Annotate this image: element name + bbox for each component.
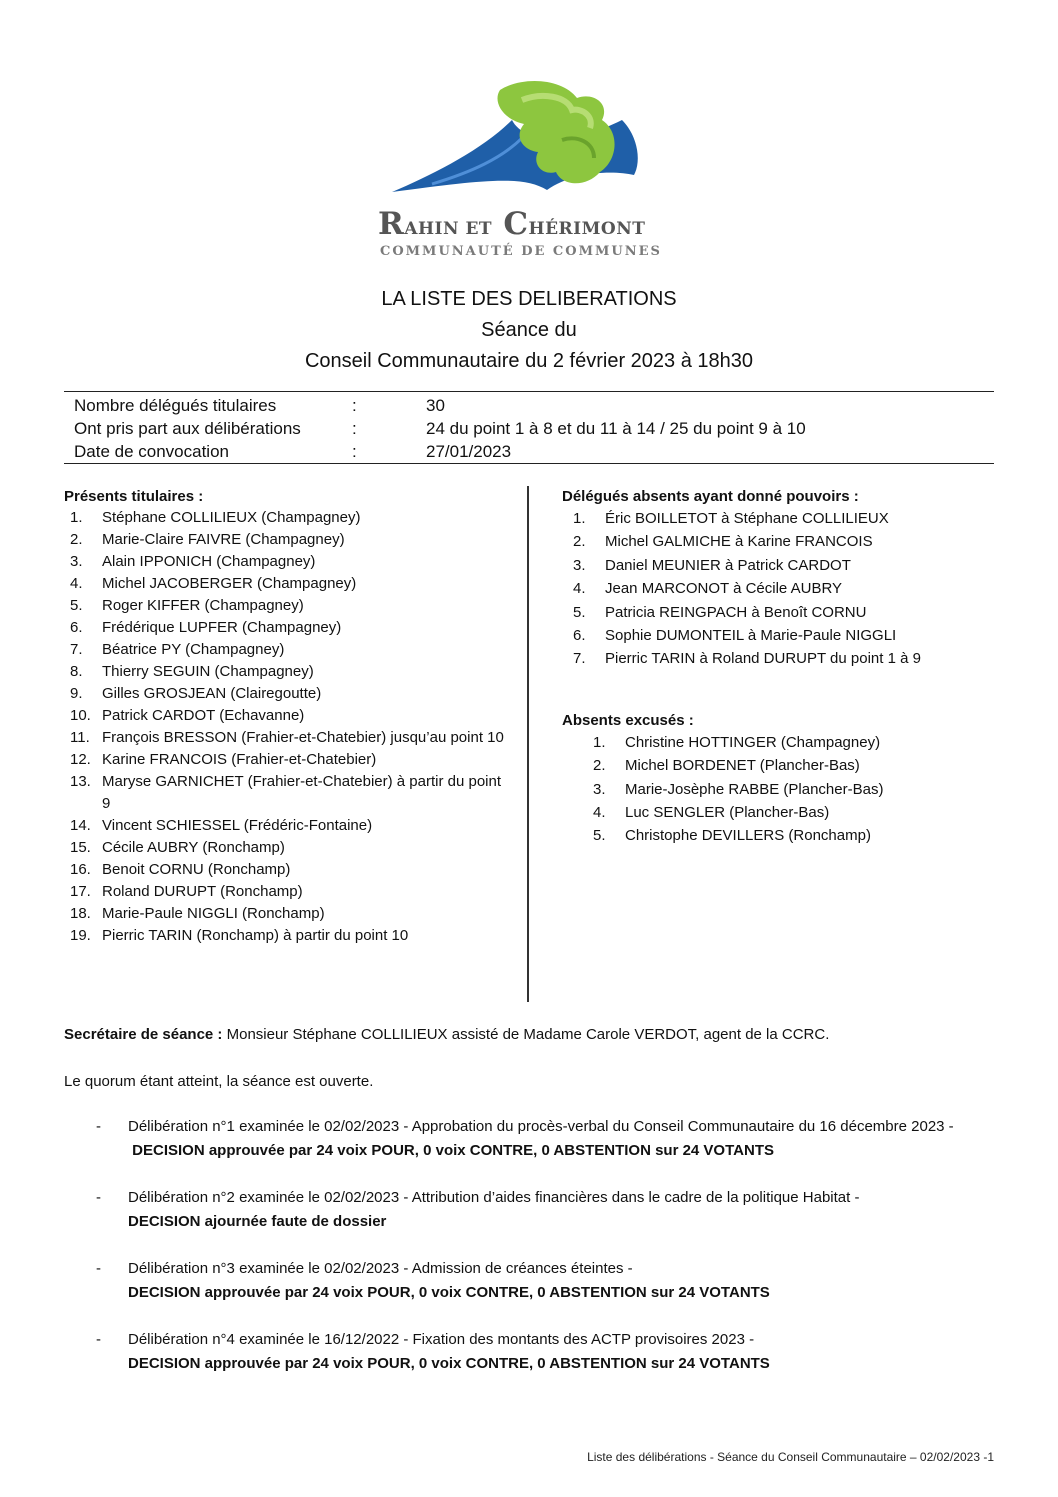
secretaire-text: Monsieur Stéphane COLLILIEUX assisté de Madame Carole VERDOT, agent de la CCRC. bbox=[222, 1026, 830, 1043]
deliberation-item: - Délibération n°4 examinée le 16/12/2022 - Fixation des montants des ACTP provisoires 2023 - DECISION approuvée par 24 voix POUR, 0 voix CONTRE, 0 ABSTENTION sur 24 VOTANTS bbox=[64, 1328, 994, 1376]
list-item: 3. Daniel MEUNIER à Patrick CARDOT bbox=[573, 556, 851, 574]
deliberation-text: Délibération n°2 examinée le 02/02/2023 - Attribution d’aides financières dans le cadre de la politique Habitat - bbox=[128, 1189, 860, 1206]
list-item: 7. Pierric TARIN à Roland DURUPT du point 1 à 9 bbox=[573, 650, 921, 668]
list-item: 19. Pierric TARIN (Ronchamp) à partir du point 10 bbox=[70, 926, 409, 944]
info-value: 24 du point 1 à 8 et du 11 à 14 / 25 du point 9 à 10 bbox=[426, 419, 806, 438]
logo-graphic bbox=[372, 80, 692, 210]
info-value: 30 bbox=[426, 396, 445, 415]
list-item: 8. Thierry SEGUIN (Champagney) bbox=[70, 663, 314, 680]
absents-section bbox=[562, 487, 1002, 848]
list-item: 18. Marie-Paule NIGGLI (Ronchamp) bbox=[70, 904, 325, 922]
presents-section bbox=[64, 487, 504, 947]
info-label: Ont pris part aux délibérations bbox=[74, 419, 301, 438]
list-item: 13. Maryse GARNICHET (Frahier-et-Chatebier) à partir du point 9 bbox=[70, 773, 502, 812]
logo-name: RAHIN ET CHÉRIMONT bbox=[378, 206, 646, 242]
info-separator: : bbox=[352, 419, 357, 438]
deliberation-text: Délibération n°4 examinée le 16/12/2022 - Fixation des montants des ACTP provisoires 2023 - bbox=[128, 1331, 755, 1348]
list-item: 16. Benoit CORNU (Ronchamp) bbox=[70, 860, 291, 878]
deliberation-decision: DECISION approuvée par 24 voix POUR, 0 voix CONTRE, 0 ABSTENTION sur 24 VOTANTS bbox=[128, 1284, 770, 1301]
list-item: 10. Patrick CARDOT (Echavanne) bbox=[70, 707, 305, 724]
list-item: 1. Stéphane COLLILIEUX (Champagney) bbox=[70, 509, 361, 526]
list-item: 17. Roland DURUPT (Ronchamp) bbox=[70, 882, 303, 900]
title-line-3: Conseil Communautaire du 2 février 2023 à 18h30 bbox=[304, 350, 754, 372]
list-item: 6. Frédérique LUPFER (Champagney) bbox=[70, 619, 342, 636]
document-title bbox=[0, 284, 1058, 377]
list-item: 5. Patricia REINGPACH à Benoît CORNU bbox=[573, 603, 867, 621]
info-row bbox=[64, 440, 994, 463]
list-item: 2. Michel BORDENET (Plancher-Bas) bbox=[593, 757, 860, 775]
deliberation-decision: DECISION ajournée faute de dossier bbox=[128, 1213, 387, 1230]
info-label: Nombre délégués titulaires bbox=[74, 396, 277, 415]
deliberation-text: Délibération n°3 examinée le 02/02/2023 - Admission de créances éteintes - bbox=[128, 1260, 633, 1277]
presents-heading: Présents titulaires : bbox=[64, 488, 204, 505]
list-item: 1. Éric BOILLETOT à Stéphane COLLILIEUX bbox=[573, 510, 889, 527]
pouvoirs-heading: Délégués absents ayant donné pouvoirs : bbox=[562, 488, 859, 505]
logo-subtitle: COMMUNAUTÉ DE COMMUNES bbox=[380, 244, 662, 259]
list-item: 15. Cécile AUBRY (Ronchamp) bbox=[70, 838, 285, 856]
excuses-heading: Absents excusés : bbox=[562, 711, 694, 729]
deliberation-decision: DECISION approuvée par 24 voix POUR, 0 voix CONTRE, 0 ABSTENTION sur 24 VOTANTS bbox=[128, 1142, 774, 1159]
info-separator: : bbox=[352, 396, 357, 415]
body-section bbox=[64, 1024, 994, 1376]
list-item: 7. Béatrice PY (Champagney) bbox=[70, 641, 285, 658]
list-item: 9. Gilles GROSJEAN (Clairegoutte) bbox=[70, 685, 322, 702]
title-line-1: LA LISTE DES DELIBERATIONS bbox=[381, 288, 677, 310]
deliberation-text: Délibération n°1 examinée le 02/02/2023 - Approbation du procès-verbal du Conseil Communautaire du 16 décembre 2023 - bbox=[128, 1118, 954, 1135]
deliberation-item: - Délibération n°1 examinée le 02/02/2023 - Approbation du procès-verbal du Conseil Communautaire du 16 décembre 2023 - DECISION approuvée par 24 voix POUR, 0 voix CONTRE, 0 ABSTENTION sur 24 VOTANTS bbox=[64, 1115, 994, 1163]
list-item: 6. Sophie DUMONTEIL à Marie-Paule NIGGLI bbox=[573, 627, 897, 645]
list-item: 4. Luc SENGLER (Plancher-Bas) bbox=[593, 804, 830, 822]
info-row bbox=[64, 417, 994, 440]
column-divider bbox=[527, 486, 529, 1002]
info-label: Date de convocation bbox=[74, 442, 229, 461]
list-item: 5. Roger KIFFER (Champagney) bbox=[70, 597, 304, 614]
pouvoirs-list bbox=[562, 507, 1002, 671]
list-item: 4. Jean MARCONOT à Cécile AUBRY bbox=[573, 580, 843, 598]
list-item: 12. Karine FRANCOIS (Frahier-et-Chatebier) bbox=[70, 751, 377, 768]
info-table bbox=[64, 391, 994, 464]
presents-list bbox=[64, 507, 504, 947]
info-value: 27/01/2023 bbox=[426, 442, 512, 461]
secretaire-label: Secrétaire de séance : bbox=[64, 1026, 223, 1043]
list-item: 5. Christophe DEVILLERS (Ronchamp) bbox=[593, 827, 871, 845]
deliberation-item: - Délibération n°3 examinée le 02/02/2023 - Admission de créances éteintes - DECISION approuvée par 24 voix POUR, 0 voix CONTRE, 0 ABSTENTION sur 24 VOTANTS bbox=[64, 1257, 994, 1305]
quorum-paragraph: Le quorum étant atteint, la séance est ouverte. bbox=[64, 1073, 374, 1090]
info-row bbox=[64, 394, 994, 417]
list-item: 2. Marie-Claire FAIVRE (Champagney) bbox=[70, 531, 345, 548]
list-item: 3. Alain IPPONICH (Champagney) bbox=[70, 553, 316, 570]
info-separator: : bbox=[352, 442, 357, 461]
deliberation-item: - Délibération n°2 examinée le 02/02/2023 - Attribution d’aides financières dans le cadre de la politique Habitat - DECISION ajournée faute de dossier bbox=[64, 1186, 994, 1234]
ccrc-logo bbox=[372, 80, 692, 270]
list-item: 14. Vincent SCHIESSEL (Frédéric-Fontaine) bbox=[70, 816, 373, 834]
page-footer: Liste des délibérations - Séance du Conseil Communautaire – 02/02/2023 -1 bbox=[587, 1450, 994, 1464]
secretaire-paragraph bbox=[64, 1024, 994, 1046]
list-item: 3. Marie-Josèphe RABBE (Plancher-Bas) bbox=[593, 780, 884, 798]
list-item: 1. Christine HOTTINGER (Champagney) bbox=[593, 733, 881, 751]
list-item: 11. François BRESSON (Frahier-et-Chatebier) jusqu’au point 10 bbox=[70, 729, 504, 746]
excuses-list bbox=[562, 731, 1002, 848]
list-item: 4. Michel JACOBERGER (Champagney) bbox=[70, 575, 357, 592]
title-line-2: Séance du bbox=[481, 319, 577, 341]
list-item: 2. Michel GALMICHE à Karine FRANCOIS bbox=[573, 533, 873, 551]
deliberation-decision: DECISION approuvée par 24 voix POUR, 0 voix CONTRE, 0 ABSTENTION sur 24 VOTANTS bbox=[128, 1355, 770, 1372]
